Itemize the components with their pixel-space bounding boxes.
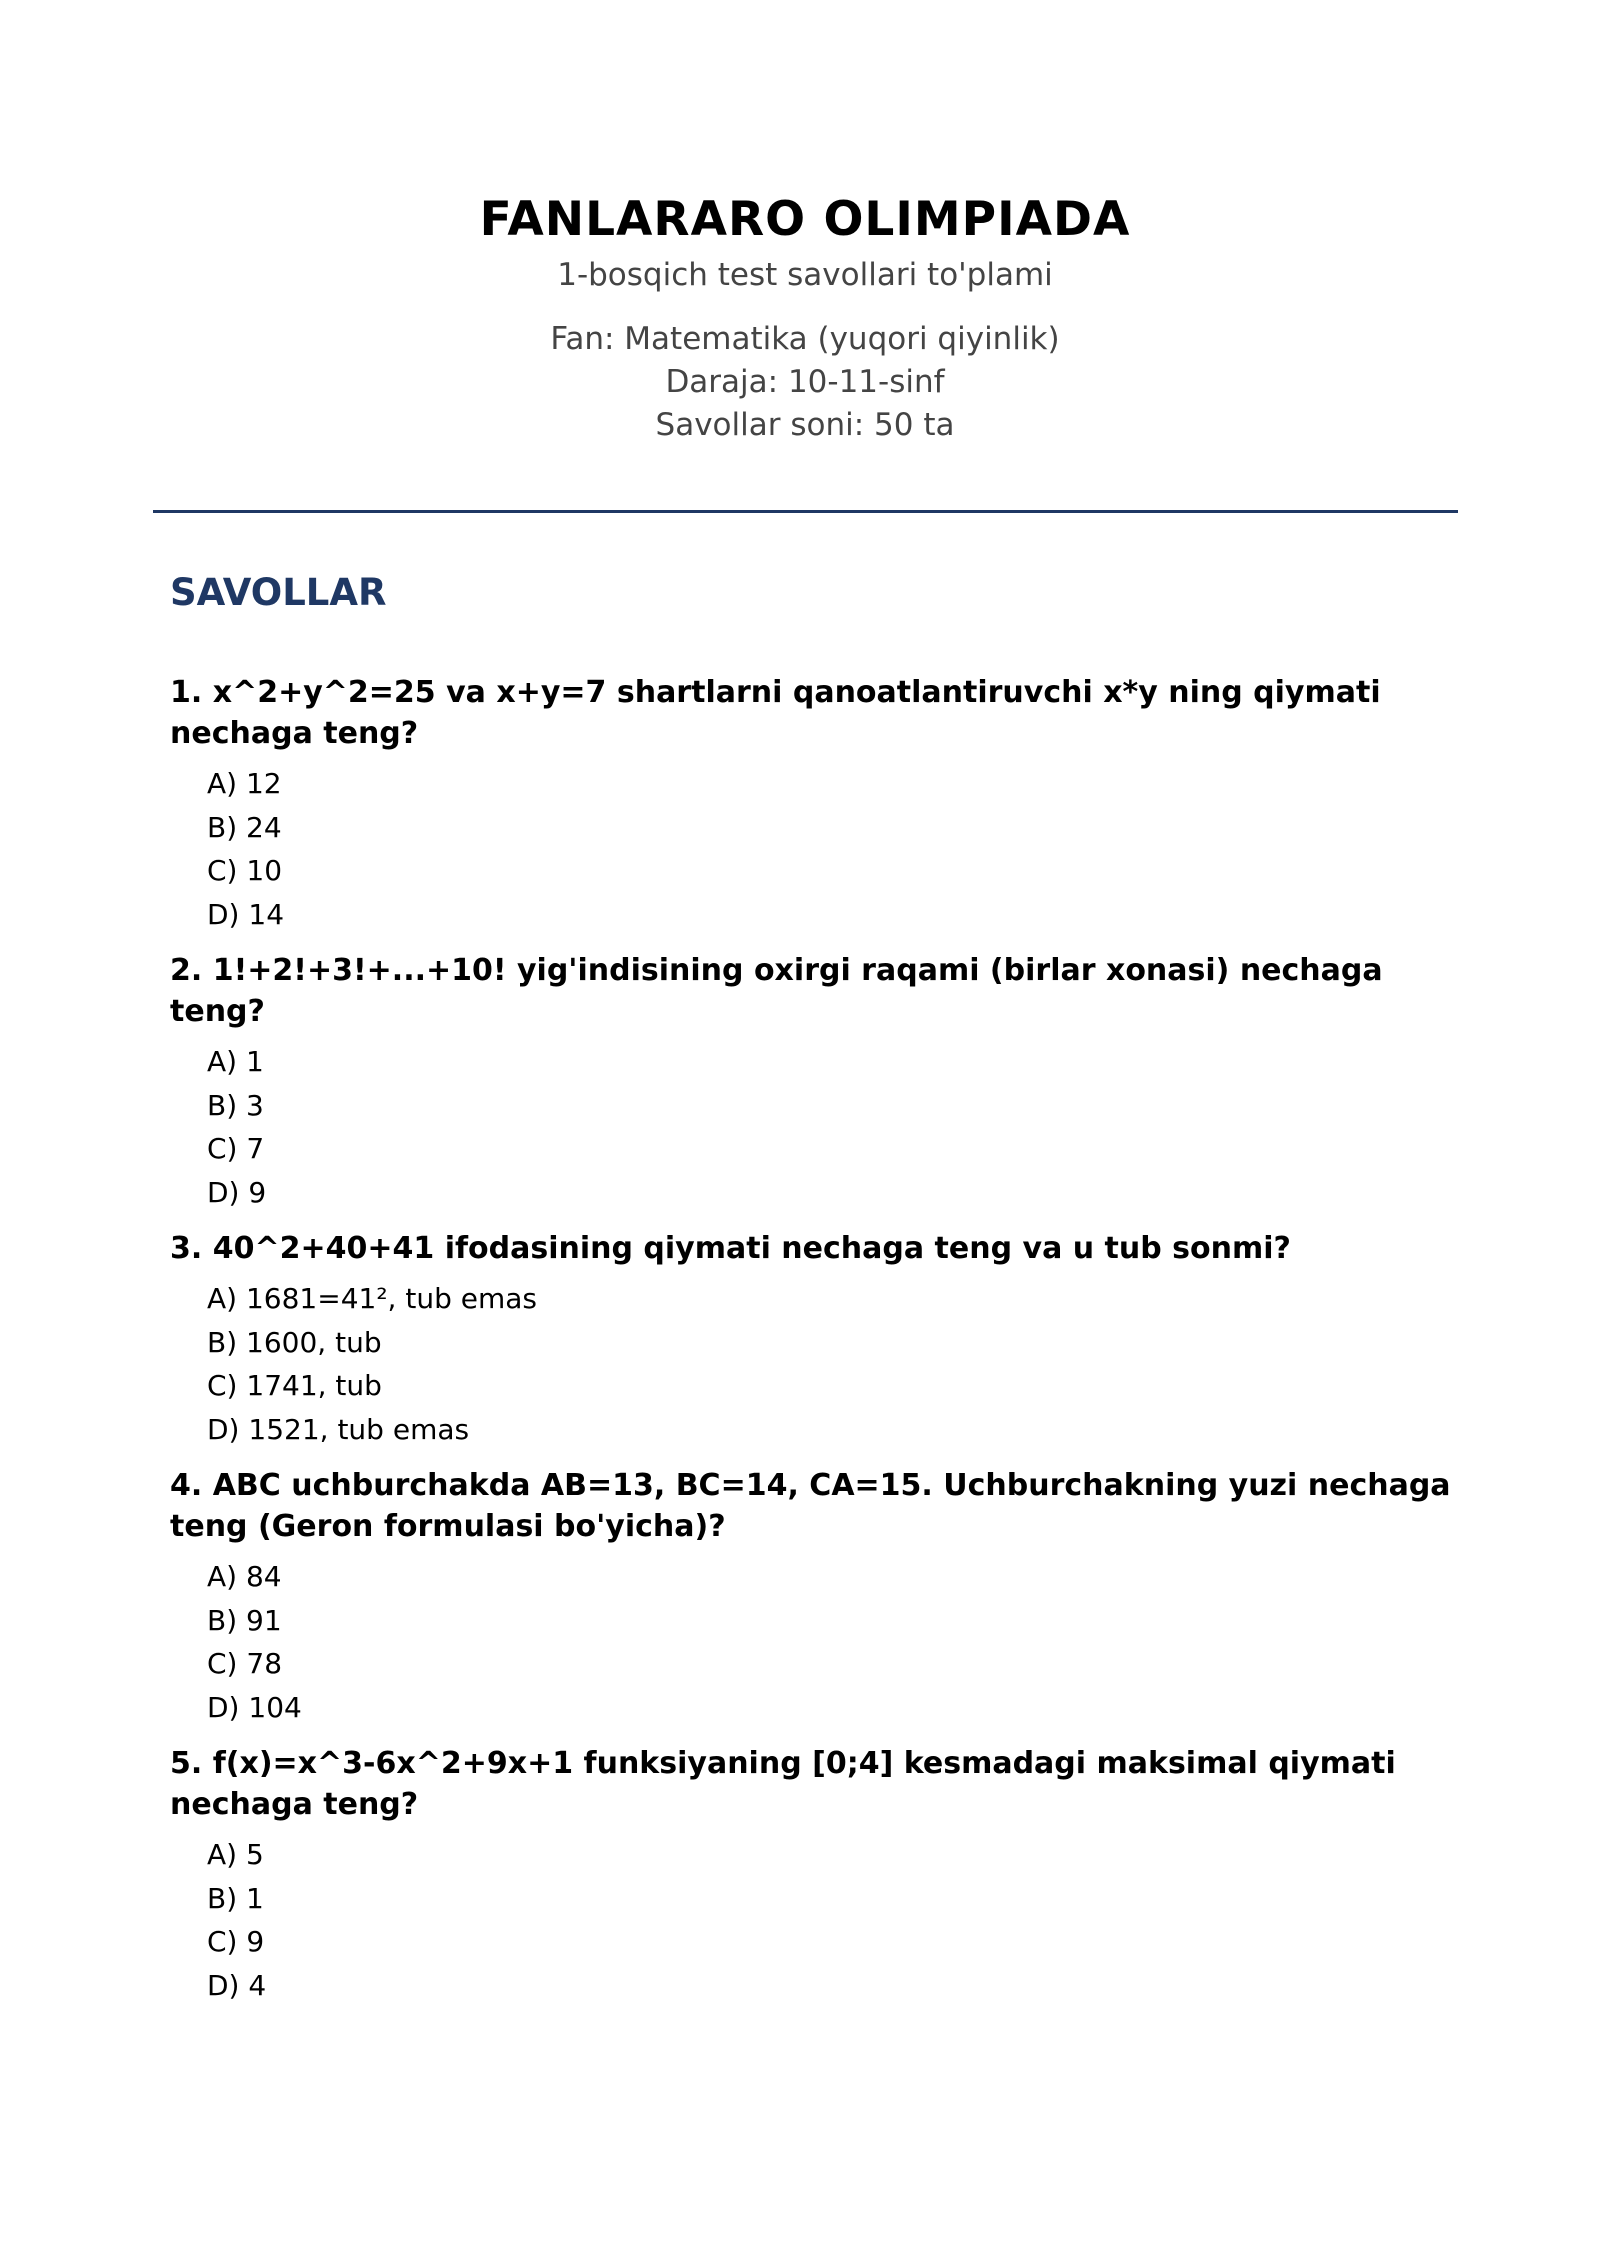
subject-line: Fan: Matematika (yuqori qiyinlik): [550, 321, 1060, 357]
answer-option: D) 104: [207, 1690, 302, 1724]
question-item: [170, 1743, 1470, 2007]
answer-option: A) 12: [207, 767, 282, 800]
answer-option: C) 7: [207, 1132, 265, 1165]
questions-section: [170, 568, 1470, 2021]
question-count-line: Savollar soni: 50 ta: [655, 407, 955, 443]
question-item: [170, 950, 1470, 1214]
document-title: FANLARARO OLIMPIADA: [479, 192, 1131, 247]
answer-options: [170, 1833, 1470, 2007]
document-meta: [0, 318, 1600, 447]
answer-option: D) 9: [207, 1175, 267, 1209]
answer-option: C) 10: [207, 854, 283, 887]
question-text: 1. x^2+y^2=25 va x+y=7 shartlarni qanoatlantiruvchi x*y ning qiymati nechaga teng?: [170, 675, 1381, 751]
question-text: 2. 1!+2!+3!+...+10! yig'indisining oxirgi raqami (birlar xonasi) nechaga teng?: [170, 953, 1383, 1029]
header-divider: [153, 510, 1458, 513]
level-line: Daraja: 10-11-sinf: [665, 364, 945, 400]
answer-options: [170, 1277, 1470, 1451]
answer-option: D) 14: [207, 897, 285, 931]
question-text: 4. ABC uchburchakda AB=13, BC=14, CA=15. Uchburchakning yuzi nechaga teng (Geron formulasi bo'yicha)?: [170, 1468, 1451, 1544]
answer-option: A) 1: [207, 1045, 264, 1078]
answer-options: [170, 1040, 1470, 1214]
answer-options: [170, 1555, 1470, 1729]
answer-option: B) 1: [207, 1881, 264, 1915]
answer-option: C) 78: [207, 1647, 283, 1680]
answer-option: B) 24: [207, 810, 282, 844]
answer-options: [170, 762, 1470, 936]
question-text: 5. f(x)=x^3-6x^2+9x+1 funksiyaning [0;4] kesmadagi maksimal qiymati nechaga teng?: [170, 1746, 1396, 1822]
answer-option: A) 84: [207, 1560, 282, 1593]
question-item: [170, 672, 1470, 936]
answer-option: C) 9: [207, 1925, 265, 1958]
section-title: SAVOLLAR: [170, 571, 387, 614]
document-header: [0, 190, 1600, 447]
answer-option: B) 1600, tub: [207, 1325, 382, 1359]
answer-option: D) 4: [207, 1968, 267, 2002]
question-text: 3. 40^2+40+41 ifodasining qiymati nechaga teng va u tub sonmi?: [170, 1231, 1291, 1266]
answer-option: A) 1681=41², tub emas: [207, 1282, 537, 1315]
answer-option: C) 1741, tub: [207, 1369, 382, 1402]
answer-option: B) 3: [207, 1088, 264, 1122]
question-item: [170, 1465, 1470, 1729]
question-item: [170, 1228, 1470, 1451]
answer-option: B) 91: [207, 1603, 282, 1637]
answer-option: A) 5: [207, 1838, 264, 1871]
answer-option: D) 1521, tub emas: [207, 1412, 470, 1446]
document-subtitle: 1-bosqich test savollari to'plami: [557, 257, 1053, 293]
